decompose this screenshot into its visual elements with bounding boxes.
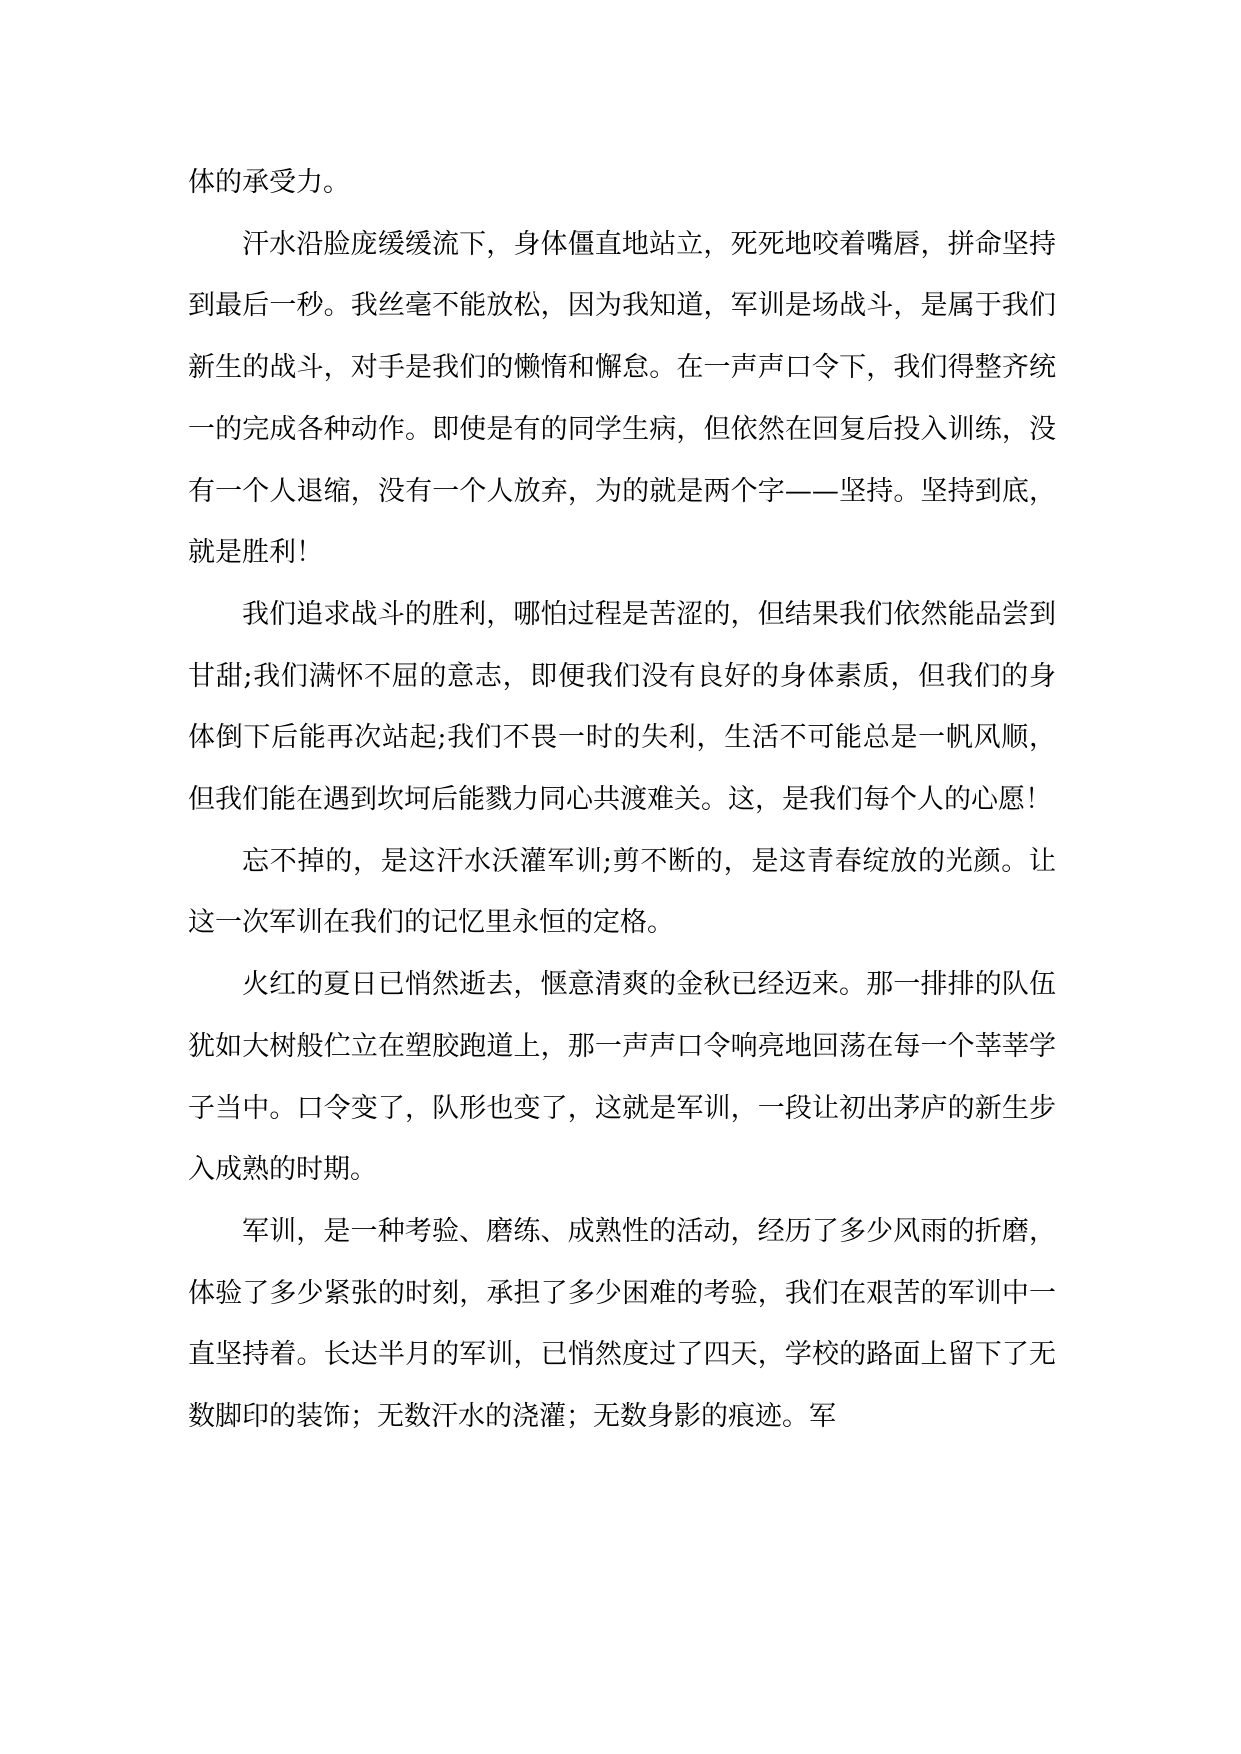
paragraph-3: 我们追求战斗的胜利，哪怕过程是苦涩的，但结果我们依然能品尝到甘甜;我们满怀不屈的意志，即便我们没有良好的身体素质，但我们的身体倒下后能再次站起;我们不畏一时的失利，生活不可能总是一帆风顺，但我们能在遇到坎坷后能戮力同心共渡难关。这，是我们每个人的心愿！	[188, 598, 1056, 816]
paragraph-6: 军训，是一种考验、磨练、成熟性的活动，经历了多少风雨的折磨，体验了多少紧张的时刻，承担了多少困难的考验，我们在艰苦的军训中一直坚持着。长达半月的军训，已悄然度过了四天，学校的路面上留下了无数脚印的装饰；无数汗水的浇灌；无数身影的痕迹。军	[188, 1215, 1056, 1433]
document-body	[188, 152, 1056, 1448]
paragraph-5: 火红的夏日已悄然逝去，惬意清爽的金秋已经迈来。那一排排的队伍犹如大树般伫立在塑胶跑道上，那一声声口令响亮地回荡在每一个莘莘学子当中。口令变了，队形也变了，这就是军训，一段让初出茅庐的新生步入成熟的时期。	[188, 969, 1056, 1186]
paragraph-2: 汗水沿脸庞缓缓流下，身体僵直地站立，死死地咬着嘴唇，拼命坚持到最后一秒。我丝毫不能放松，因为我知道，军训是场战斗，是属于我们新生的战斗，对手是我们的懒惰和懈怠。在一声声口令下，我们得整齐统一的完成各种动作。即使是有的同学生病，但依然在回复后投入训练，没有一个人退缩，没有一个人放弃，为的就是两个字——坚持。坚持到底，就是胜利！	[188, 228, 1056, 569]
paragraph-4: 忘不掉的，是这汗水沃灌军训;剪不断的，是这青春绽放的光颜。让这一次军训在我们的记忆里永恒的定格。	[188, 845, 1056, 939]
paragraph-1: 体的承受力。	[188, 167, 350, 198]
